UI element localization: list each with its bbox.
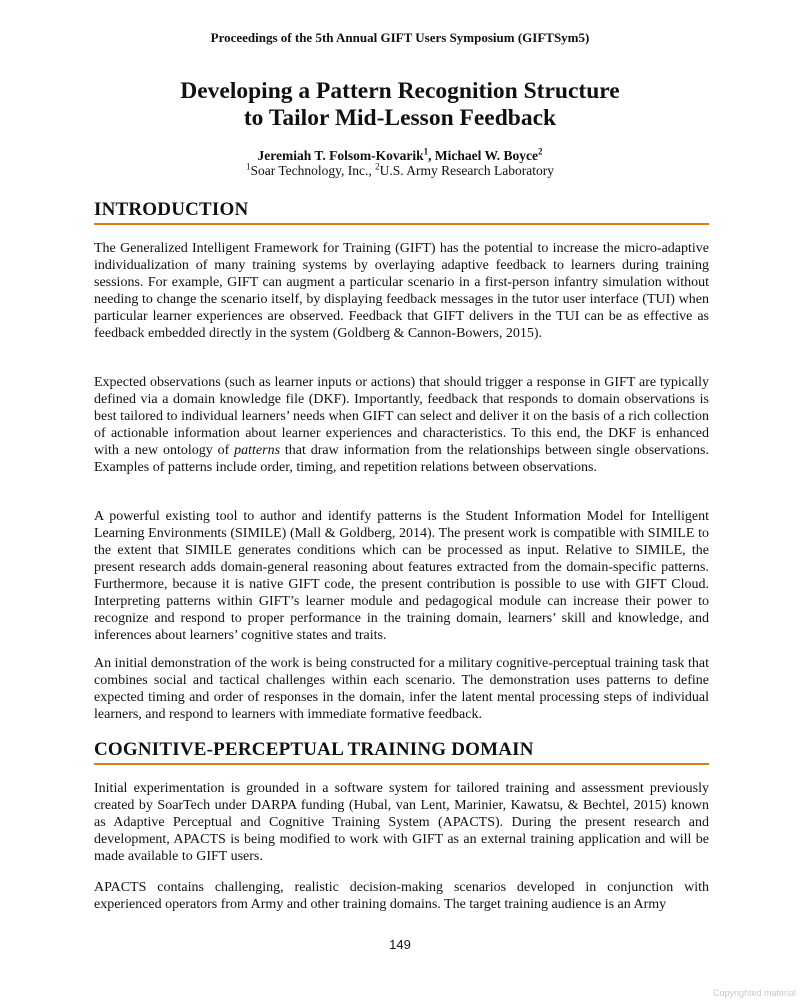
- author-2-affil-mark: 2: [538, 146, 543, 157]
- cognitive-perceptual-heading: COGNITIVE-PERCEPTUAL TRAINING DOMAIN: [94, 739, 709, 765]
- proceedings-header: Proceedings of the 5th Annual GIFT Users Symposium (GIFTSym5): [210, 30, 590, 45]
- introduction-paragraph-2: [94, 374, 709, 476]
- page-number: 149: [389, 937, 411, 952]
- affil-2-mark: 2: [375, 161, 380, 172]
- author-separator: ,: [428, 148, 435, 163]
- author-2: Michael W. Boyce: [434, 148, 538, 163]
- introduction-heading: INTRODUCTION: [94, 199, 709, 225]
- author-1: Jeremiah T. Folsom-Kovarik: [257, 148, 424, 163]
- cognitive-paragraph-1: Initial experimentation is grounded in a software system for tailored training and assessment previously created by SoarTech under DARPA funding (Hubal, van Lent, Marinier, Kawatsu, & Bechtel, 2015) known as Adaptive Perceptual and Cognitive Training System (APACTS). During the present research and development, APACTS is being modified to work with GIFT as an external training application and will be made available to GIFT users.: [94, 781, 709, 864]
- affiliation-list: [0, 163, 800, 179]
- title-line-2: to Tailor Mid-Lesson Feedback: [243, 105, 557, 131]
- affil-2: U.S. Army Research Laboratory: [379, 163, 554, 178]
- introduction-paragraph-1: The Generalized Intelligent Framework for Training (GIFT) has the potential to increase the micro-adaptive individualization of many training systems by overlaying adaptive feedback to learners during training sessions. For example, GIFT can augment a particular scenario in a first-person infantry simulation without needing to change the scenario itself, by displaying feedback messages in the tutor user interface (TUI) when particular learner experiences are observed. Feedback that GIFT delivers in the TUI can be as effective as feedback embedded directly in the system (Goldberg & Cannon-Bowers, 2015).: [94, 241, 709, 341]
- para-2-text-b: that draw information from the relationships between single observations. Examples of patterns include order, timing, and repetition relations between observations.: [94, 443, 709, 475]
- cognitive-paragraph-2: APACTS contains challenging, realistic decision-making scenarios developed in conjunction with experienced operators from Army and other training domains. The target training audience is an Army: [94, 880, 709, 912]
- para-2-text-a: Expected observations (such as learner inputs or actions) that should trigger a response in GIFT are typically defined via a domain knowledge file (DKF). Importantly, feedback that responds to domain observations is best tailored to individual learners’ needs when GIFT can select and deliver it on the basis of a rich collection of actionable information about learner experiences and characteristics. To this end, the DKF is enhanced with a new ontology of: [94, 375, 709, 458]
- paper-title: [0, 78, 800, 132]
- affil-1-mark: 1: [246, 161, 251, 172]
- author-1-affil-mark: 1: [423, 146, 429, 157]
- title-line-1: Developing a Pattern Recognition Structure: [180, 78, 620, 104]
- introduction-paragraph-3: A powerful existing tool to author and identify patterns is the Student Information Model for Intelligent Learning Environments (SIMILE) (Mall & Goldberg, 2014). The present work is compatible with SIMILE to the extent that SIMILE generates conditions which can be processed as input. Relative to SIMILE, the present research adds domain-general reasoning about features extracted from the domain-specific patterns. Furthermore, because it is native GIFT code, the present contribution is possible to use with GIFT Cloud. Interpreting patterns within GIFT’s learner module and pedagogical module can increase their power to recognize and respond to proper performance in the training domain, learners’ skill and knowledge, and inferences about learners’ cognitive states and traits.: [94, 509, 709, 643]
- affil-1: Soar Technology, Inc.,: [250, 163, 376, 178]
- copyright-watermark: Copyrighted material: [712, 988, 796, 998]
- patterns-emphasis: patterns: [234, 443, 281, 458]
- introduction-paragraph-4: An initial demonstration of the work is being constructed for a military cognitive-perceptual training task that combines social and tactical challenges within each scenario. The demonstration uses patterns to define expected timing and order of responses in the domain, infer the latent mental processing steps of individual learners, and respond to learners with immediate formative feedback.: [94, 656, 709, 722]
- author-list: [0, 148, 800, 164]
